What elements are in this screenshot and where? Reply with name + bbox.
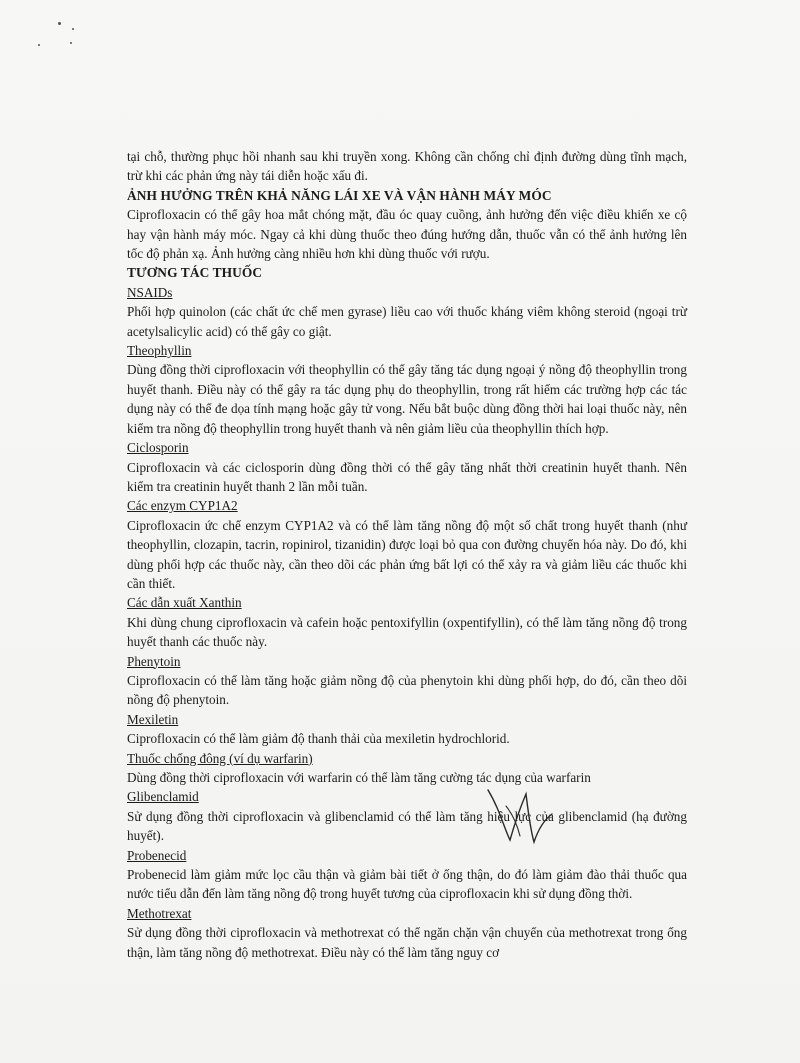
interaction-name: Các enzym CYP1A2	[127, 498, 238, 514]
interaction-item	[127, 438, 687, 496]
interaction-name: Ciclosporin	[127, 440, 189, 456]
interaction-item	[127, 341, 687, 438]
driving-section-text: Ciprofloxacin có thể gây hoa mắt chóng mặt, đầu óc quay cuồng, ảnh hưởng đến việc điều khiển xe cộ hay vận hành máy móc. Ngay cả khi dùng thuốc theo đúng hướng dẫn, thuốc vẫn có thể ảnh hưởng lên tốc độ phản xạ. Ảnh hưởng càng nhiều hơn khi dùng thuốc với rượu.	[127, 207, 687, 262]
scan-speck	[72, 28, 74, 30]
interaction-text: Sử dụng đồng thời ciprofloxacin và glibenclamid có thể làm tăng hiệu lực của glibenclamid (hạ đường huyết).	[127, 808, 687, 844]
interaction-item	[127, 710, 687, 749]
interaction-item	[127, 787, 687, 845]
interaction-text: Probenecid làm giảm mức lọc cầu thận và giảm bài tiết ở ống thận, do đó làm giảm đào thải thuốc qua nước tiểu dẫn đến làm tăng nồng độ trong huyết tương của ciprofloxacin khi sử dụng đồng thời.	[127, 867, 687, 902]
scan-speck	[70, 42, 72, 44]
interaction-item	[127, 749, 687, 788]
interaction-name: Mexiletin	[127, 711, 179, 727]
driving-section-title: ẢNH HƯỞNG TRÊN KHẢ NĂNG LÁI XE VÀ VẬN HÀNH MÁY MÓC	[127, 187, 552, 203]
interaction-text: Sử dụng đồng thời ciprofloxacin và methotrexat có thể ngăn chặn vận chuyển của methotrexat trong ống thận, làm tăng nồng độ methotrexat. Điều này có thể làm tăng nguy cơ	[127, 925, 687, 960]
interaction-item	[127, 652, 687, 710]
intro-paragraph: tại chỗ, thường phục hồi nhanh sau khi truyền xong. Không cần chống chỉ định đường dùng tĩnh mạch, trừ khi các phản ứng này tái diễn hoặc xấu đi.	[127, 149, 687, 184]
scan-speck	[58, 22, 61, 25]
interaction-item	[127, 593, 687, 651]
interaction-item	[127, 496, 687, 593]
interaction-item	[127, 846, 687, 904]
interactions-section-title: TƯƠNG TÁC THUỐC	[127, 265, 263, 281]
interaction-text: Ciprofloxacin ức chế enzym CYP1A2 và có thể làm tăng nồng độ một số chất trong huyết thanh (như theophyllin, clozapin, tacrin, ropinirol, tizanidin) được loại bỏ qua con đường chuyển hóa này. Do đó, khi dùng phối hợp các thuốc này, cần theo dõi các phản ứng bất lợi có thể xảy ra và giảm liều các thuốc khi cần thiết.	[127, 517, 687, 591]
interaction-text: Dùng đồng thời ciprofloxacin với theophyllin có thể gây tăng tác dụng ngoại ý nồng độ theophyllin trong huyết thanh. Điều này có thể gây ra tác dụng phụ do theophyllin, trong rất hiếm các trường hợp các tác dụng này có thể đe dọa tính mạng hoặc gây tử vong. Nếu bắt buộc dùng đồng thời hai loại thuốc này, nên kiểm tra nồng độ theophyllin trong huyết thanh và nên giảm liều của theophyllin thích hợp.	[127, 362, 687, 436]
interaction-name: Theophyllin	[127, 343, 192, 359]
interaction-text: Dùng đồng thời ciprofloxacin với warfarin có thể làm tăng cường tác dụng của warfarin	[127, 770, 591, 785]
scan-speck	[38, 44, 40, 46]
interaction-name: NSAIDs	[127, 284, 173, 300]
interaction-name: Phenytoin	[127, 653, 181, 669]
document-body	[127, 147, 687, 962]
interaction-name: Glibenclamid	[127, 789, 199, 805]
interaction-name: Các dẫn xuất Xanthin	[127, 595, 242, 611]
interaction-text: Ciprofloxacin có thể làm tăng hoặc giảm nồng độ của phenytoin khi dùng phối hợp, do đó, cần theo dõi nồng độ phenytoin.	[127, 672, 687, 708]
interaction-item	[127, 904, 687, 962]
interaction-text: Ciprofloxacin có thể làm giảm độ thanh thải của mexiletin hydrochlorid.	[127, 731, 510, 747]
interaction-item	[127, 283, 687, 341]
interaction-name: Thuốc chống đông (ví dụ warfarin)	[127, 750, 313, 766]
interaction-text: Phối hợp quinolon (các chất ức chế men gyrase) liều cao với thuốc kháng viêm không steroid (ngoại trừ acetylsalicylic acid) có thể gây co giật.	[127, 304, 687, 339]
interaction-text: Khi dùng chung ciprofloxacin và cafein hoặc pentoxifyllin (oxpentifyllin), có thể làm tăng nồng độ trong huyết thanh các thuốc này.	[127, 614, 687, 650]
interaction-text: Ciprofloxacin và các ciclosporin dùng đồng thời có thể gây tăng nhất thời creatinin huyết thanh. Nên kiểm tra creatinin huyết thanh 2 lần mỗi tuần.	[127, 459, 687, 494]
interaction-name: Methotrexat	[127, 905, 192, 921]
interaction-name: Probenecid	[127, 847, 187, 863]
